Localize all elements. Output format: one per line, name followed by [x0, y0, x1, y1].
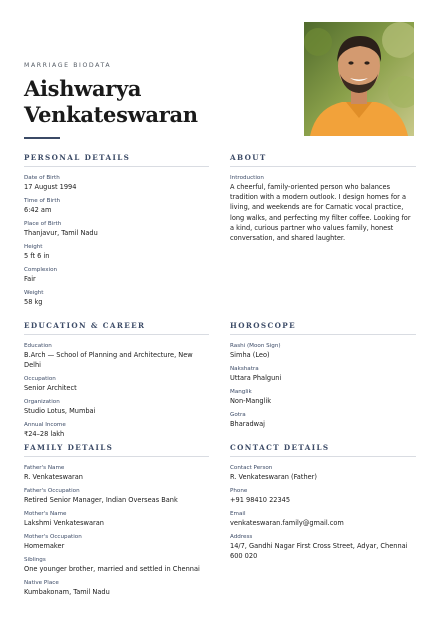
field-label: Weight [24, 290, 44, 296]
introduction-label: Introduction [230, 175, 264, 181]
personal-details-section [24, 153, 209, 312]
contact-details-section [230, 443, 416, 566]
field-label: Annual Income [24, 422, 66, 428]
field-time-of-birth [24, 197, 209, 215]
field-label: Father's Occupation [24, 488, 80, 494]
field-label: Nakshatra [230, 366, 259, 372]
field-value: 17 August 1994 [24, 183, 77, 191]
field-value: Studio Lotus, Mumbai [24, 407, 96, 415]
personal-details-title: PERSONAL DETAILS [24, 153, 209, 167]
field-value: Non-Manglik [230, 397, 272, 405]
field-label: Address [230, 534, 253, 540]
field-value: Fair [24, 275, 36, 283]
field-place-of-birth [24, 220, 209, 238]
field-organization [24, 398, 209, 416]
field-value: 6:42 am [24, 206, 52, 214]
document-kicker: MARRIAGE BIODATA [24, 62, 112, 69]
field-occupation [24, 375, 209, 393]
horoscope-section [230, 321, 416, 434]
field-label: Mother's Name [24, 511, 67, 517]
horoscope-title: HOROSCOPE [230, 321, 416, 335]
field-rashi [230, 342, 416, 360]
field-label: Date of Birth [24, 175, 60, 181]
education-career-title: EDUCATION & CAREER [24, 321, 209, 335]
field-value: Uttara Phalguni [230, 374, 282, 382]
field-label: Education [24, 343, 52, 349]
field-value: Kumbakonam, Tamil Nadu [24, 588, 110, 596]
field-phone [230, 487, 416, 505]
field-contact-person [230, 464, 416, 482]
field-label: Place of Birth [24, 221, 62, 227]
field-label: Phone [230, 488, 248, 494]
family-details-section [24, 443, 209, 602]
education-career-section [24, 321, 209, 444]
field-label: Mother's Occupation [24, 534, 82, 540]
field-label: Siblings [24, 557, 46, 563]
contact-details-title: CONTACT DETAILS [230, 443, 416, 457]
field-label: Email [230, 511, 246, 517]
field-value: 5 ft 6 in [24, 252, 50, 260]
field-value: Bharadwaj [230, 420, 265, 428]
field-email [230, 510, 416, 528]
field-value: One younger brother, married and settled in Chennai [24, 565, 200, 573]
field-label: Gotra [230, 412, 246, 418]
field-father-name [24, 464, 209, 482]
field-label: Organization [24, 399, 60, 405]
name-line-2: Venkateswaran [24, 102, 198, 127]
field-value: Homemaker [24, 542, 65, 550]
field-value: R. Venkateswaran (Father) [230, 473, 317, 481]
field-label: Father's Name [24, 465, 65, 471]
field-label: Native Place [24, 580, 59, 586]
field-father-occupation [24, 487, 209, 505]
field-value: Thanjavur, Tamil Nadu [24, 229, 98, 237]
field-nakshatra [230, 365, 416, 383]
field-value: Lakshmi Venkateswaran [24, 519, 104, 527]
field-value[interactable]: +91 98410 22345 [230, 496, 291, 504]
field-gotra [230, 411, 416, 429]
field-education [24, 342, 209, 370]
field-weight [24, 289, 209, 307]
field-siblings [24, 556, 209, 574]
field-manglik [230, 388, 416, 406]
field-mother-name [24, 510, 209, 528]
about-section [230, 153, 416, 243]
field-label: Complexion [24, 267, 58, 273]
field-height [24, 243, 209, 261]
field-native-place [24, 579, 209, 597]
document-header [24, 20, 294, 139]
field-label: Contact Person [230, 465, 273, 471]
field-date-of-birth [24, 174, 209, 192]
field-label: Rashi (Moon Sign) [230, 343, 281, 349]
field-value: Retired Senior Manager, Indian Overseas Bank [24, 496, 178, 504]
profile-photo [304, 22, 414, 136]
field-value: ₹24–28 lakh [24, 430, 65, 438]
field-label: Height [24, 244, 43, 250]
field-value: B.Arch — School of Planning and Architecture, New Delhi [24, 351, 193, 369]
name-line-1: Aishwarya [24, 76, 142, 101]
family-details-title: FAMILY DETAILS [24, 443, 209, 457]
field-value: 14/7, Gandhi Nagar First Cross Street, Adyar, Chennai 600 020 [230, 542, 408, 560]
field-label: Occupation [24, 376, 56, 382]
introduction-text: A cheerful, family-oriented person who balances tradition with a modern outlook. I design homes for a living, and weekends are for Carnatic vocal practice, long walks, and perfecting my filter coffee. Looking for a kind, curious partner who values family, honest conversation, and shared laughter. [230, 183, 411, 243]
field-mother-occupation [24, 533, 209, 551]
field-label: Manglik [230, 389, 252, 395]
field-annual-income [24, 421, 209, 439]
field-value: Simha (Leo) [230, 351, 270, 359]
header-rule [24, 137, 60, 139]
field-address [230, 533, 416, 561]
field-value[interactable]: venkateswaran.family@gmail.com [230, 519, 344, 527]
field-label: Time of Birth [24, 198, 61, 204]
field-complexion [24, 266, 209, 284]
field-value: 58 kg [24, 298, 43, 306]
about-title: ABOUT [230, 153, 416, 167]
candidate-name [24, 76, 294, 128]
field-value: R. Venkateswaran [24, 473, 83, 481]
field-value: Senior Architect [24, 384, 77, 392]
